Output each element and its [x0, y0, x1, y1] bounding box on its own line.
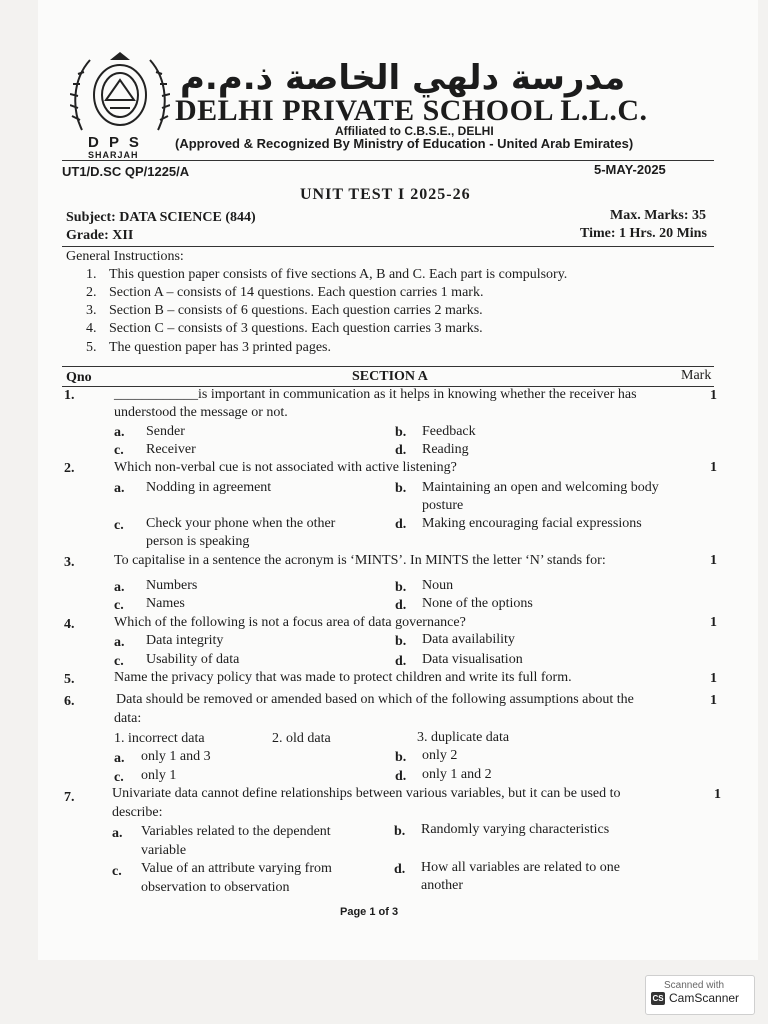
assumption-item: 2. old data [272, 731, 331, 746]
instruction-item: This question paper consists of five sections A, B and C. Each part is compulsory. [109, 267, 568, 282]
option-text-cont: person is speaking [146, 534, 250, 549]
option-key: a. [114, 751, 125, 766]
table-top-rule [62, 366, 714, 367]
mark-header: Mark [681, 368, 712, 383]
affiliation-text: Affiliated to C.B.S.E., DELHI [335, 124, 494, 138]
assumption-item: 3. duplicate data [417, 730, 510, 745]
subject-divider [62, 246, 714, 247]
question-number: 6. [64, 694, 75, 709]
instruction-item: Section B – consists of 6 questions. Each question carries 2 marks. [109, 303, 483, 318]
question-number: 3. [64, 555, 75, 570]
question-text: Which of the following is not a focus area of data governance? [114, 615, 466, 630]
question-text: ____________is important in communication as it helps in knowing whether the receiver has [114, 387, 637, 402]
option-text: Numbers [146, 578, 198, 593]
question-number: 7. [64, 790, 75, 805]
instruction-number: 1. [86, 267, 97, 282]
question-text: Data should be removed or amended based on which of the following assumptions about the [116, 692, 634, 707]
option-key: d. [395, 769, 407, 784]
school-crest-logo [70, 50, 170, 136]
question-number: 2. [64, 461, 75, 476]
header-divider [62, 160, 714, 161]
option-key: b. [395, 634, 407, 649]
option-key: c. [114, 598, 124, 613]
question-text: To capitalise in a sentence the acronym is ‘MINTS’. In MINTS the letter ‘N’ stands for: [114, 553, 606, 568]
grade-label: Grade: XII [66, 228, 134, 243]
option-text: How all variables are related to one [421, 860, 621, 875]
option-text: None of the options [422, 596, 533, 611]
option-text: Randomly varying characteristics [421, 822, 610, 837]
option-text: only 1 and 2 [422, 767, 492, 782]
option-key: c. [114, 518, 124, 533]
instruction-number: 3. [86, 303, 97, 318]
instruction-item: Section C – consists of 3 questions. Each question carries 3 marks. [109, 321, 483, 336]
option-text: Data integrity [146, 633, 224, 648]
option-text-cont: another [421, 878, 463, 893]
option-text: only 1 and 3 [141, 749, 211, 764]
assumption-item: 1. incorrect data [114, 731, 205, 746]
question-text: Name the privacy policy that was made to protect children and write its full form. [114, 670, 572, 685]
option-text-cont: variable [141, 843, 187, 858]
instruction-number: 2. [86, 285, 97, 300]
option-key: c. [114, 654, 124, 669]
question-mark: 1 [710, 460, 717, 475]
option-key: b. [395, 580, 407, 595]
option-text: Data availability [422, 632, 515, 647]
question-mark: 1 [710, 671, 717, 686]
option-key: a. [114, 481, 125, 496]
question-text: Univariate data cannot define relationships between various variables, but it can be used to [112, 786, 621, 801]
school-name: DELHI PRIVATE SCHOOL L.L.C. [175, 94, 648, 127]
option-key: b. [395, 425, 407, 440]
option-key: d. [395, 654, 407, 669]
exam-date: 5-MAY-2025 [594, 162, 666, 177]
logo-subtext: SHARJAH [88, 150, 139, 160]
option-text: Feedback [422, 424, 476, 439]
option-key: d. [395, 443, 407, 458]
option-text: Data visualisation [422, 652, 523, 667]
school-name-arabic: مدرسة دلهي الخاصة ذ.م.م [180, 58, 626, 98]
question-mark: 1 [710, 553, 717, 568]
option-key: c. [114, 443, 124, 458]
question-mark: 1 [710, 615, 717, 630]
subject-label: Subject: DATA SCIENCE (844) [66, 210, 256, 225]
option-key: c. [112, 864, 122, 879]
instruction-number: 4. [86, 321, 97, 336]
instruction-item: Section A – consists of 14 questions. Each question carries 1 mark. [109, 285, 484, 300]
option-key: c. [114, 770, 124, 785]
question-text: data: [114, 711, 142, 726]
option-text: only 2 [422, 748, 458, 763]
time-label: Time: 1 Hrs. 20 Mins [580, 226, 707, 241]
option-text: Value of an attribute varying from [141, 861, 332, 876]
option-key: a. [114, 580, 125, 595]
question-mark: 1 [710, 388, 717, 403]
option-key: b. [395, 481, 407, 496]
question-number: 1. [64, 388, 75, 403]
option-text: Noun [422, 578, 454, 593]
instructions-heading: General Instructions: [66, 249, 184, 264]
option-text: Nodding in agreement [146, 480, 272, 495]
option-key: d. [395, 517, 407, 532]
option-key: a. [114, 635, 125, 650]
question-text: Which non-verbal cue is not associated with active listening? [114, 460, 457, 475]
page-number: Page 1 of 3 [340, 906, 399, 918]
question-number: 4. [64, 617, 75, 632]
scanner-name: CamScanner [669, 991, 740, 1005]
option-text: Names [146, 596, 185, 611]
question-text: understood the message or not. [114, 405, 288, 420]
instruction-number: 5. [86, 340, 97, 355]
option-text-cont: observation to observation [141, 880, 290, 895]
option-text: Variables related to the dependent [141, 824, 331, 839]
qno-header: Qno [66, 370, 92, 385]
option-text: Reading [422, 442, 469, 457]
test-title: UNIT TEST I 2025-26 [300, 186, 471, 203]
option-text: Usability of data [146, 652, 240, 667]
question-mark: 1 [710, 693, 717, 708]
option-key: a. [114, 425, 125, 440]
option-key: d. [395, 598, 407, 613]
option-text: Maintaining an open and welcoming body [422, 480, 659, 495]
section-header: SECTION A [352, 369, 428, 384]
option-key: a. [112, 826, 123, 841]
option-text: Check your phone when the other [146, 516, 336, 531]
logo-text: D P S [88, 134, 142, 151]
option-key: b. [395, 750, 407, 765]
scanner-caption: Scanned with [664, 980, 725, 991]
option-text-cont: posture [422, 498, 464, 513]
option-text: Making encouraging facial expressions [422, 516, 642, 531]
option-text: Receiver [146, 442, 196, 457]
option-key: b. [394, 824, 406, 839]
approval-text: (Approved & Recognized By Ministry of Education - United Arab Emirates) [175, 136, 634, 151]
option-key: d. [394, 862, 406, 877]
question-number: 5. [64, 672, 75, 687]
option-text: only 1 [141, 768, 177, 783]
question-text: describe: [112, 805, 163, 820]
question-mark: 1 [714, 787, 721, 802]
camscanner-logo-icon: CS [652, 994, 664, 1003]
option-text: Sender [146, 424, 185, 439]
instruction-item: The question paper has 3 printed pages. [109, 340, 331, 355]
max-marks-label: Max. Marks: 35 [610, 208, 707, 223]
paper-code: UT1/D.SC QP/1225/A [62, 164, 190, 179]
